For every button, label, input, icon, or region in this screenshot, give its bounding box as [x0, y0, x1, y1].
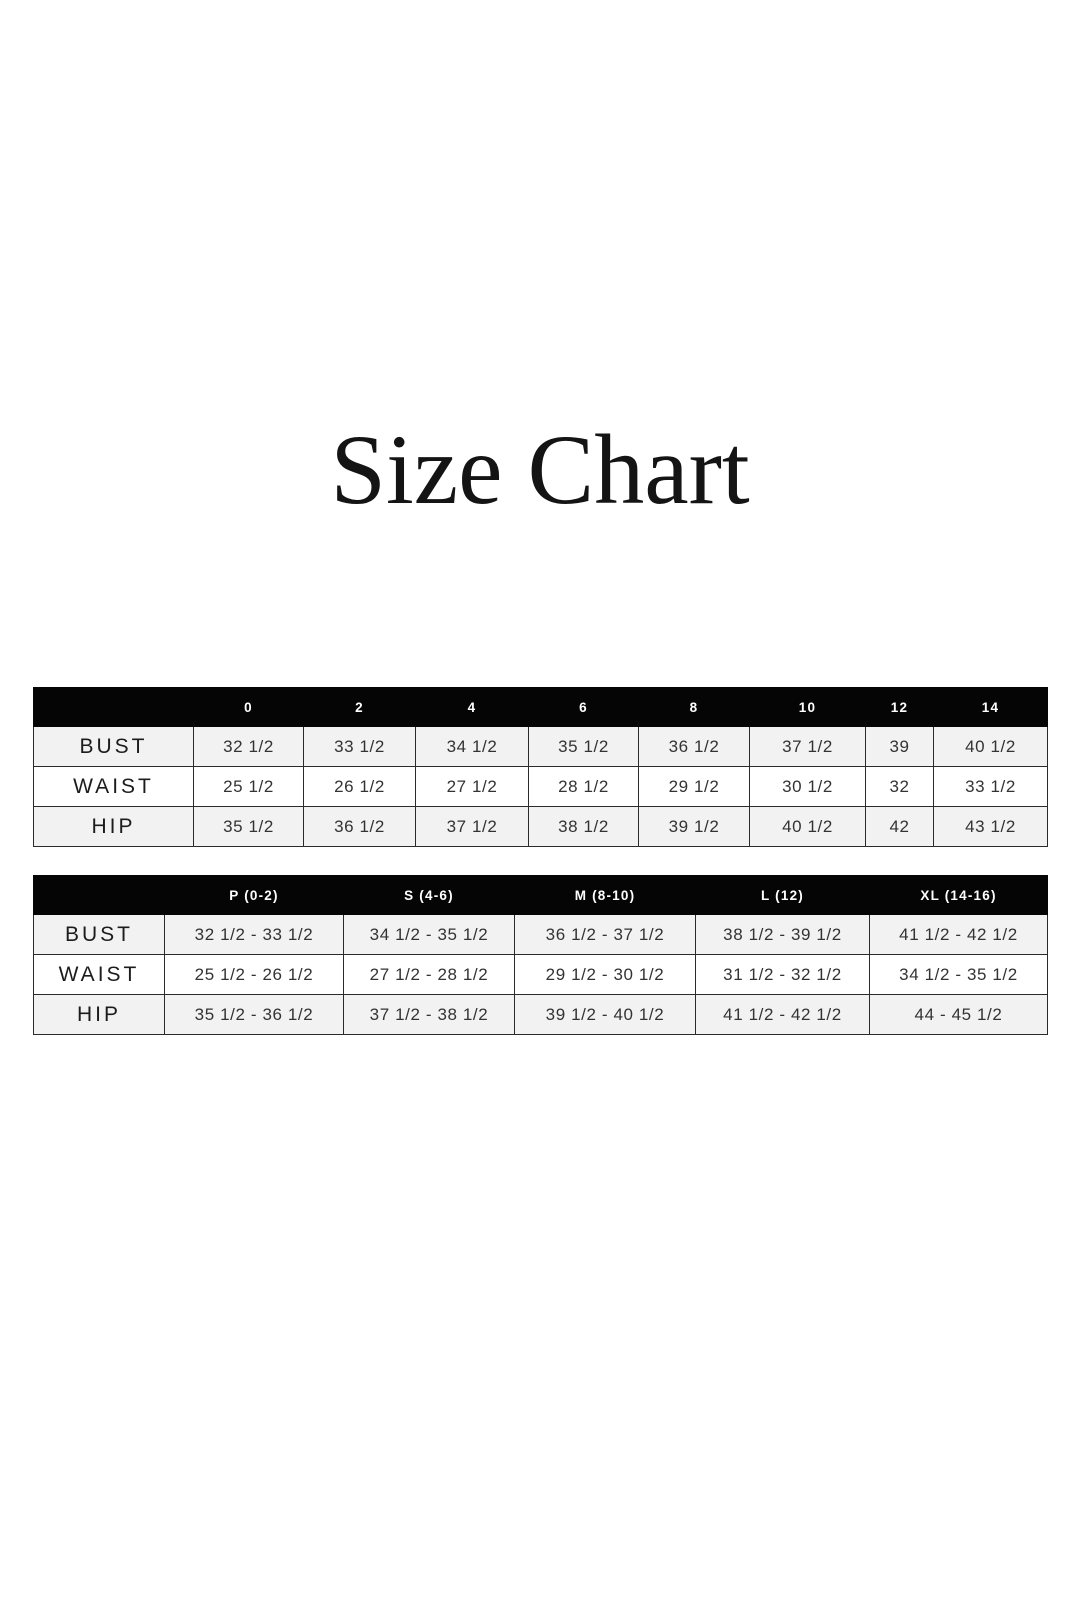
measurement-row — [34, 915, 1048, 955]
size-value-cell: 34 1/2 - 35 1/2 — [870, 955, 1048, 995]
size-column-header: M (8-10) — [515, 876, 696, 915]
size-value-cell: 25 1/2 — [194, 767, 304, 807]
size-column-header: P (0-2) — [165, 876, 344, 915]
size-value-cell: 43 1/2 — [934, 807, 1048, 847]
size-value-cell: 35 1/2 - 36 1/2 — [165, 995, 344, 1035]
size-value-cell: 32 1/2 - 33 1/2 — [165, 915, 344, 955]
header-row — [34, 688, 1048, 727]
size-value-cell: 27 1/2 — [416, 767, 529, 807]
size-value-cell: 37 1/2 — [416, 807, 529, 847]
size-value-cell: 41 1/2 - 42 1/2 — [696, 995, 870, 1035]
measurement-row — [34, 807, 1048, 847]
size-value-cell: 34 1/2 — [416, 727, 529, 767]
size-column-header: 8 — [639, 688, 750, 727]
measurement-row — [34, 995, 1048, 1035]
row-label: HIP — [34, 807, 194, 847]
size-value-cell: 40 1/2 — [934, 727, 1048, 767]
size-column-header: XL (14-16) — [870, 876, 1048, 915]
header-row — [34, 876, 1048, 915]
row-label: WAIST — [34, 955, 165, 995]
size-value-cell: 35 1/2 — [529, 727, 639, 767]
size-column-header: S (4-6) — [344, 876, 515, 915]
size-column-header: 4 — [416, 688, 529, 727]
size-column-header: 10 — [750, 688, 866, 727]
letter-size-table — [33, 875, 1048, 1035]
corner-cell — [34, 876, 165, 915]
size-value-cell: 26 1/2 — [304, 767, 416, 807]
size-value-cell: 32 1/2 — [194, 727, 304, 767]
size-tables-container — [33, 687, 1047, 1035]
size-value-cell: 33 1/2 — [304, 727, 416, 767]
size-column-header: 6 — [529, 688, 639, 727]
page-title: Size Chart — [330, 414, 750, 525]
size-value-cell: 36 1/2 - 37 1/2 — [515, 915, 696, 955]
size-value-cell: 40 1/2 — [750, 807, 866, 847]
size-value-cell: 33 1/2 — [934, 767, 1048, 807]
size-value-cell: 42 — [866, 807, 934, 847]
size-column-header: 2 — [304, 688, 416, 727]
size-value-cell: 29 1/2 — [639, 767, 750, 807]
size-value-cell: 38 1/2 - 39 1/2 — [696, 915, 870, 955]
size-value-cell: 39 1/2 — [639, 807, 750, 847]
row-label: WAIST — [34, 767, 194, 807]
size-value-cell: 39 1/2 - 40 1/2 — [515, 995, 696, 1035]
measurement-row — [34, 727, 1048, 767]
size-value-cell: 30 1/2 — [750, 767, 866, 807]
size-value-cell: 36 1/2 — [639, 727, 750, 767]
size-column-header: L (12) — [696, 876, 870, 915]
size-column-header: 12 — [866, 688, 934, 727]
size-value-cell: 41 1/2 - 42 1/2 — [870, 915, 1048, 955]
row-label: HIP — [34, 995, 165, 1035]
measurement-row — [34, 767, 1048, 807]
size-value-cell: 35 1/2 — [194, 807, 304, 847]
size-value-cell: 32 — [866, 767, 934, 807]
row-label: BUST — [34, 915, 165, 955]
size-value-cell: 38 1/2 — [529, 807, 639, 847]
size-value-cell: 39 — [866, 727, 934, 767]
size-value-cell: 28 1/2 — [529, 767, 639, 807]
size-value-cell: 44 - 45 1/2 — [870, 995, 1048, 1035]
row-label: BUST — [34, 727, 194, 767]
numeric-size-table — [33, 687, 1048, 847]
size-value-cell: 29 1/2 - 30 1/2 — [515, 955, 696, 995]
size-column-header: 0 — [194, 688, 304, 727]
size-value-cell: 36 1/2 — [304, 807, 416, 847]
size-value-cell: 37 1/2 — [750, 727, 866, 767]
corner-cell — [34, 688, 194, 727]
size-value-cell: 31 1/2 - 32 1/2 — [696, 955, 870, 995]
size-column-header: 14 — [934, 688, 1048, 727]
size-value-cell: 37 1/2 - 38 1/2 — [344, 995, 515, 1035]
size-value-cell: 25 1/2 - 26 1/2 — [165, 955, 344, 995]
size-value-cell: 27 1/2 - 28 1/2 — [344, 955, 515, 995]
size-value-cell: 34 1/2 - 35 1/2 — [344, 915, 515, 955]
measurement-row — [34, 955, 1048, 995]
